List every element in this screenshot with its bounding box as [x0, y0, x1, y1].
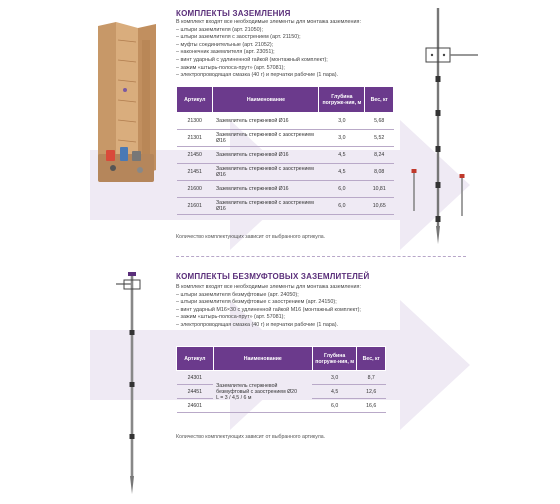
kit1-intro-line: – зажим «штырь-полоса-прут» (арт. 57081);	[176, 64, 285, 71]
kit1-title: КОМПЛЕКТЫ ЗАЗЕМЛЕНИЯ	[176, 9, 291, 18]
cell-depth: 3,0	[319, 130, 365, 147]
section-divider	[176, 256, 466, 257]
kit1-spec-table	[176, 86, 394, 215]
kit2-intro-line: – винт ударный М16×30 с удлиненной гайкой М16 (монтажный комплект);	[176, 306, 361, 313]
kit2-intro-line: – штыри заземлителя безмуфтовые с заострением (арт. 24150);	[176, 299, 337, 306]
kit1-intro-line: В комплект входят все необходимые элементы для монтажа заземления:	[176, 19, 361, 25]
cell-article: 21301	[177, 130, 213, 147]
coupled-ground-rod-drawing	[396, 6, 480, 250]
cell-article: 21601	[177, 198, 213, 215]
table-row	[177, 181, 394, 198]
kit1-intro-line: – штыри заземлителя с заострением (арт. 21150);	[176, 34, 301, 41]
cell-name: Заземлитель стержневой Ø16	[213, 113, 319, 130]
cell-name: Заземлитель стержневой с заострением Ø16	[213, 164, 319, 181]
header-weight: Вес, кг	[365, 87, 394, 113]
cell-depth: 4,5	[312, 385, 356, 399]
kit1-intro-line: – электропроводящая смазка (40 г) и перчатки рабочие (1 пара).	[176, 72, 339, 79]
kit1-intro-line: – наконечник заземлителя (арт. 23051);	[176, 49, 275, 56]
cell-weight: 5,68	[365, 113, 394, 130]
cell-depth: 6,0	[319, 198, 365, 215]
table-row	[177, 113, 394, 130]
name-line: Заземлитель стержневой	[216, 382, 278, 389]
table-row	[177, 130, 394, 147]
couplingless-ground-rod-drawing	[112, 270, 152, 500]
cell-weight: 8,7	[357, 371, 386, 385]
kit1-intro	[176, 19, 361, 80]
cell-depth: 4,5	[319, 147, 365, 164]
table-row	[177, 164, 394, 181]
cell-article: 21450	[177, 147, 213, 164]
grounding-kit-box-image	[94, 20, 170, 188]
kit1-intro-line: – муфты соединительные (арт. 21052);	[176, 41, 274, 48]
cell-article: 21300	[177, 113, 213, 130]
cell-article: 21451	[177, 164, 213, 181]
kit2-note: Количество комплектующих зависит от выбранного артикула.	[176, 434, 326, 440]
name-line: безмуфтовый с заострением Ø20	[216, 388, 297, 395]
header-weight: Вес, кг	[357, 347, 386, 371]
kit2-intro-line: В комплект входят все необходимые элементы для монтажа заземления:	[176, 284, 361, 290]
cell-name: Заземлитель стержневой Ø16	[213, 181, 319, 198]
cell-article: 24601	[177, 399, 214, 413]
table-row	[177, 147, 394, 164]
cell-weight: 16,6	[357, 399, 386, 413]
header-depth: Глубина погруже-ния, м	[312, 347, 356, 371]
cell-article: 21600	[177, 181, 213, 198]
cell-weight: 10,65	[365, 198, 394, 215]
header-article: Артикул	[177, 87, 213, 113]
cell-weight: 8,24	[365, 147, 394, 164]
cell-depth: 6,0	[312, 399, 356, 413]
table-row	[177, 198, 394, 215]
kit2-intro	[176, 284, 361, 330]
name-line: L = 3 / 4,5 / 6 м	[216, 394, 252, 401]
kit2-intro-line: – штыри заземлителя безмуфтовые (арт. 24050);	[176, 291, 299, 298]
header-article: Артикул	[177, 347, 214, 371]
header-depth: Глубина погруже-ния, м	[319, 87, 365, 113]
cell-name: Заземлитель стержневой с заострением Ø16	[213, 198, 319, 215]
cell-article: 24451	[177, 385, 214, 399]
cell-depth: 3,0	[312, 371, 356, 385]
kit1-intro-line: – штыри заземлителя (арт. 21050);	[176, 26, 263, 33]
kit2-intro-line: – зажим «штырь-полоса-прут» (арт. 57081);	[176, 314, 285, 321]
cell-depth: 4,5	[319, 164, 365, 181]
cell-depth: 6,0	[319, 181, 365, 198]
table-header-row	[177, 347, 386, 371]
cell-weight: 5,52	[365, 130, 394, 147]
kit2-spec-table	[176, 346, 386, 413]
table-header-row	[177, 87, 394, 113]
cell-name-merged	[213, 371, 312, 413]
cell-weight: 12,6	[357, 385, 386, 399]
kit1-intro-line: – винт ударный с удлиненной гайкой (монтажный комплект);	[176, 56, 328, 63]
cell-name: Заземлитель стержневой с заострением Ø16	[213, 130, 319, 147]
cell-article: 24301	[177, 371, 214, 385]
header-name: Наименование	[213, 87, 319, 113]
cell-weight: 10,81	[365, 181, 394, 198]
cell-depth: 3,0	[319, 113, 365, 130]
header-name: Наименование	[213, 347, 312, 371]
kit2-intro-line: – электропроводящая смазка (40 г) и перчатки рабочие (1 пара).	[176, 321, 339, 328]
cell-name: Заземлитель стержневой Ø16	[213, 147, 319, 164]
table-row	[177, 371, 386, 385]
kit1-note: Количество комплектующих зависит от выбранного артикула.	[176, 234, 326, 240]
kit2-title: КОМПЛЕКТЫ БЕЗМУФТОВЫХ ЗАЗЕМЛИТЕЛЕЙ	[176, 272, 370, 281]
cell-weight: 8,08	[365, 164, 394, 181]
